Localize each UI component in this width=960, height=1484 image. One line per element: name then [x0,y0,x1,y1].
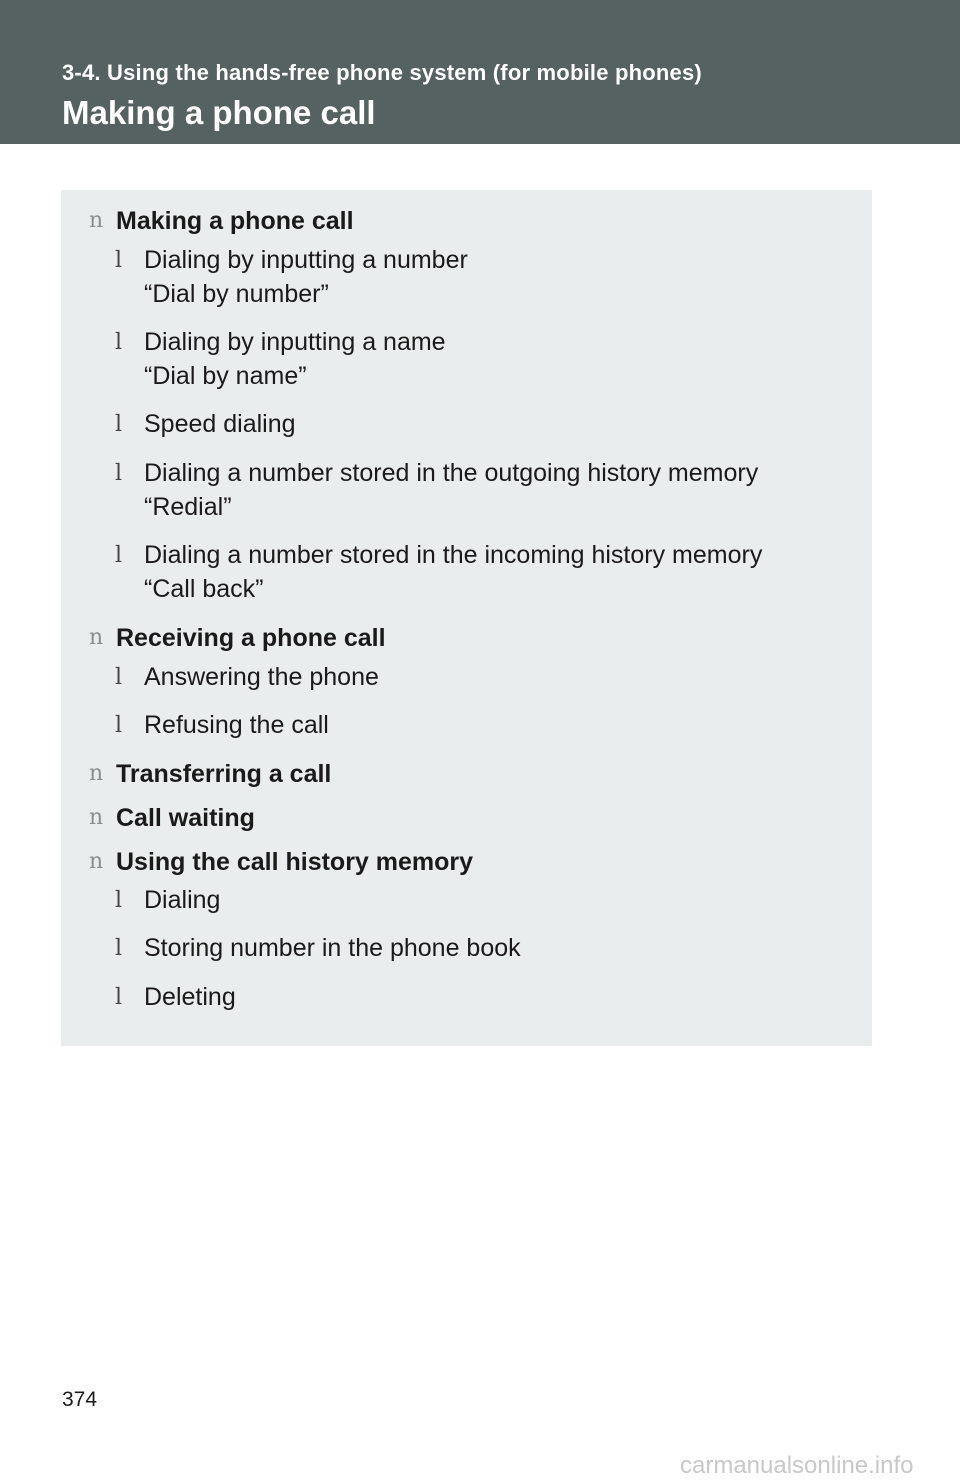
subtopic-label: Dialing [144,886,221,914]
topic-label: Using the call history memory [116,848,474,876]
subtopic-label: Dialing by inputting a number [144,246,468,274]
subtopic-label: Refusing the call [144,711,329,739]
subtopic-label: Dialing a number stored in the incoming history memory [144,541,763,569]
subtopic-label: Speed dialing [144,410,296,438]
square-bullet-icon: n [89,805,104,830]
round-bullet-icon: l [115,330,123,355]
round-bullet-icon: l [115,713,123,738]
round-bullet-icon: l [115,985,123,1010]
square-bullet-icon: n [89,208,104,233]
round-bullet-icon: l [115,412,123,437]
topic-label: Transferring a call [116,760,332,788]
subtopic-menu-name: “Dial by name” [144,362,307,390]
subtopic-menu-name: “Call back” [144,575,264,603]
round-bullet-icon: l [115,888,123,913]
subtopic-label: Dialing a number stored in the outgoing history memory [144,459,759,487]
square-bullet-icon: n [89,625,104,650]
subtopic-menu-name: “Dial by number” [144,280,329,308]
subtopic-label: Deleting [144,983,236,1011]
topic-label: Making a phone call [116,207,354,235]
round-bullet-icon: l [115,665,123,690]
contents-panel [61,190,872,1046]
subtopic-menu-name: “Redial” [144,493,232,521]
page-number: 374 [62,1388,98,1411]
topic-label: Call waiting [116,804,255,832]
subtopic-label: Storing number in the phone book [144,934,521,962]
page-title: Making a phone call [62,94,376,131]
topic-label: Receiving a phone call [116,624,386,652]
round-bullet-icon: l [115,936,123,961]
square-bullet-icon: n [89,761,104,786]
square-bullet-icon: n [89,849,104,874]
subtopic-label: Answering the phone [144,663,379,691]
watermark: carmanualsonline.info [680,1452,914,1479]
round-bullet-icon: l [115,461,123,486]
subtopic-label: Dialing by inputting a name [144,328,446,356]
section-title: 3-4. Using the hands-free phone system (for mobile phones) [62,60,702,85]
round-bullet-icon: l [115,543,123,568]
header-banner [0,0,960,144]
round-bullet-icon: l [115,248,123,273]
